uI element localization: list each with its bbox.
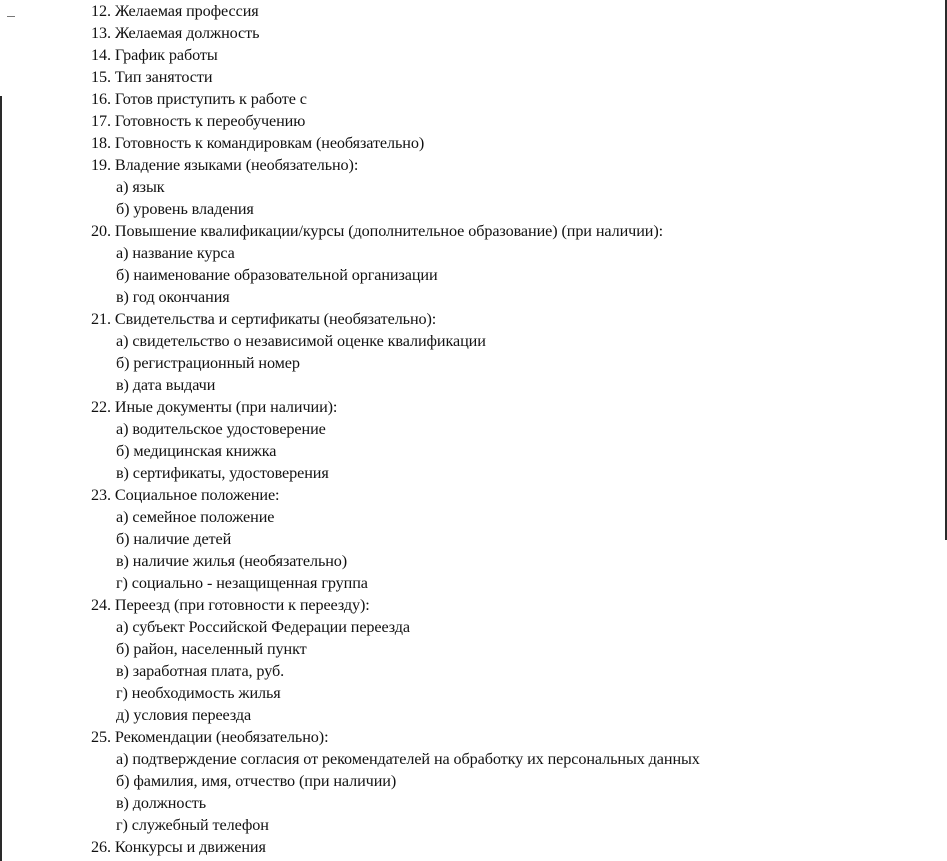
sub-list-item: д) условия переезда: [116, 706, 252, 724]
list-item-title: 20. Повышение квалификации/курсы (дополнительное образование) (при наличии):: [91, 222, 664, 240]
sub-list-item: б) наличие детей: [116, 530, 232, 548]
sub-list: [91, 748, 700, 836]
list-item: [91, 66, 700, 88]
sub-list-item: г) служебный телефон: [116, 816, 269, 834]
sub-list: [91, 506, 700, 594]
sub-list-item: в) наличие жилья (необязательно): [116, 552, 348, 570]
list-item-title: 25. Рекомендации (необязательно):: [91, 728, 329, 746]
sub-list: [91, 616, 700, 726]
sub-list-item: б) уровень владения: [116, 200, 254, 218]
list-item: [91, 220, 700, 308]
numbered-list: [91, 0, 700, 858]
sub-list-item: б) медицинская книжка: [116, 442, 277, 460]
list-item: [91, 132, 700, 154]
list-item-title: 13. Желаемая должность: [91, 24, 260, 42]
list-item-title: 19. Владение языками (необязательно):: [91, 156, 359, 174]
sub-list-item: г) социально - незащищенная группа: [116, 574, 368, 592]
sub-list-item: в) должность: [116, 794, 207, 812]
list-item: [91, 110, 700, 132]
sub-list-item: в) заработная плата, руб.: [116, 662, 285, 680]
sub-list-item: а) подтверждение согласия от рекомендателей на обработку их персональных данных: [116, 750, 700, 768]
sub-list-item: а) семейное положение: [116, 508, 275, 526]
sub-list: [91, 176, 700, 220]
sub-list-item: а) язык: [116, 178, 165, 196]
sub-list-item: б) регистрационный номер: [116, 354, 300, 372]
sub-list: [91, 418, 700, 484]
list-item-title: 17. Готовность к переобучению: [91, 112, 306, 130]
sub-list-item: а) субъект Российской Федерации переезда: [116, 618, 410, 636]
list-item-title: 21. Свидетельства и сертификаты (необязательно):: [91, 310, 437, 328]
sub-list: [91, 242, 700, 308]
list-item: [91, 308, 700, 396]
sub-list-item: в) сертификаты, удостоверения: [116, 464, 329, 482]
sub-list: [91, 330, 700, 396]
sub-list-item: а) название курса: [116, 244, 235, 262]
list-item-title: 12. Желаемая профессия: [91, 2, 259, 20]
list-item-title: 26. Конкурсы и движения: [91, 838, 266, 856]
list-item: [91, 22, 700, 44]
scan-edge-left: [0, 96, 2, 861]
list-item: [91, 836, 700, 858]
sub-list-item: а) водительское удостоверение: [116, 420, 326, 438]
sub-list-item: г) необходимость жилья: [116, 684, 281, 702]
list-item-title: 24. Переезд (при готовности к переезду):: [91, 596, 370, 614]
sub-list-item: в) год окончания: [116, 288, 230, 306]
sub-list-item: а) свидетельство о независимой оценке квалификации: [116, 332, 486, 350]
sub-list-item: б) наименование образовательной организации: [116, 266, 438, 284]
scan-artifact: [7, 16, 15, 17]
list-item: [91, 594, 700, 726]
sub-list-item: б) район, населенный пункт: [116, 640, 307, 658]
list-item-title: 16. Готов приступить к работе с: [91, 90, 307, 108]
list-item: [91, 396, 700, 484]
list-item-title: 23. Социальное положение:: [91, 486, 280, 504]
list-item: [91, 154, 700, 220]
list-item-title: 14. График работы: [91, 46, 218, 64]
list-item: [91, 44, 700, 66]
sub-list-item: в) дата выдачи: [116, 376, 216, 394]
list-item: [91, 726, 700, 836]
sub-list-item: б) фамилия, имя, отчество (при наличии): [116, 772, 397, 790]
list-item-title: 18. Готовность к командировкам (необязательно): [91, 134, 425, 152]
list-item-title: 15. Тип занятости: [91, 68, 213, 86]
list-item: [91, 484, 700, 594]
list-item-title: 22. Иные документы (при наличии):: [91, 398, 338, 416]
list-item: [91, 88, 700, 110]
list-item: [91, 0, 700, 22]
